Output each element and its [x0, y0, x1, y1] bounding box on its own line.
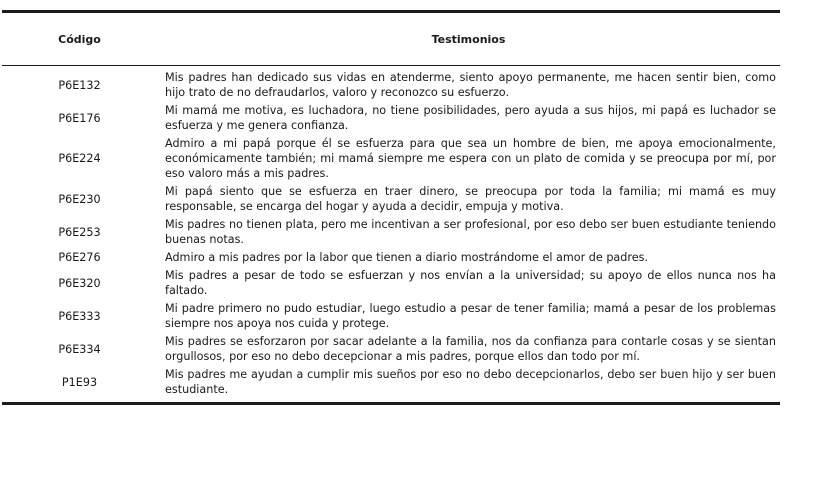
row-code: P6E253: [58, 225, 101, 239]
testimonies-table: [2, 10, 780, 405]
header-code: Código: [58, 32, 101, 46]
table-row: [2, 184, 780, 214]
table-row: [2, 70, 780, 100]
table-header: [2, 13, 780, 65]
row-code: P6E333: [58, 309, 101, 323]
table-body: [2, 66, 780, 402]
row-testimony: Mis padres no tienen plata, pero me incentivan a ser profesional, por eso debo ser buen estudiante teniendo buenas notas.: [165, 218, 776, 246]
row-code: P6E132: [58, 78, 101, 92]
row-testimony: Admiro a mis padres por la labor que tienen a diario mostrándome el amor de padres.: [165, 251, 649, 264]
row-testimony: Mi papá siento que se esfuerza en traer dinero, se preocupa por toda la familia; mi mamá es muy responsable, se encarga del hogar y ayuda a decidir, empuja y motiva.: [165, 185, 776, 213]
table-bottom-rule: [2, 402, 780, 405]
table-row: [2, 268, 780, 298]
row-testimony: Mi mamá me motiva, es luchadora, no tiene posibilidades, pero ayuda a sus hijos, mi papá es luchador se esfuerza y me genera confianza.: [165, 104, 776, 132]
row-testimony: Mis padres se esforzaron por sacar adelante a la familia, nos da confianza para contarle cosas y se sientan orgullosos, por eso no debo decepcionar a mis padres, porque ellos dan todo por mí.: [165, 335, 776, 363]
row-testimony: Mis padres a pesar de todo se esfuerzan y nos envían a la universidad; su apoyo de ellos nunca nos ha faltado.: [165, 269, 776, 297]
row-code: P6E230: [58, 192, 101, 206]
table-row: [2, 217, 780, 247]
row-testimony: Mis padres han dedicado sus vidas en atenderme, siento apoyo permanente, me hacen sentir bien, como hijo trato de no defraudarlos, valoro y reconozco su esfuerzo.: [165, 71, 776, 99]
table-row: [2, 301, 780, 331]
row-testimony: Mi padre primero no pudo estudiar, luego estudio a pesar de tener familia; mamá a pesar de los problemas siempre nos apoya nos cuida y protege.: [165, 302, 776, 330]
row-code: P6E224: [58, 152, 101, 165]
header-testimonies: Testimonios: [431, 32, 506, 46]
row-testimony: Mis padres me ayudan a cumplir mis sueños por eso no debo decepcionarlos, debo ser buen hijo y ser buen estudiante.: [165, 368, 776, 396]
row-code: P6E276: [58, 251, 101, 264]
row-code: P6E176: [58, 111, 101, 125]
table-row: [2, 367, 780, 397]
table-row: [2, 250, 780, 265]
row-code: P6E334: [58, 342, 101, 356]
table-row: [2, 103, 780, 133]
row-testimony: Admiro a mi papá porque él se esfuerza para que sea un hombre de bien, me apoya emocionalmente, económicamente también; mi mamá siempre me espera con un plato de comida y se preocupa por mí, por eso valoro más a mis padres.: [165, 137, 776, 180]
row-code: P1E93: [61, 375, 98, 389]
table-row: [2, 136, 780, 181]
table-row: [2, 334, 780, 364]
row-code: P6E320: [58, 276, 101, 290]
